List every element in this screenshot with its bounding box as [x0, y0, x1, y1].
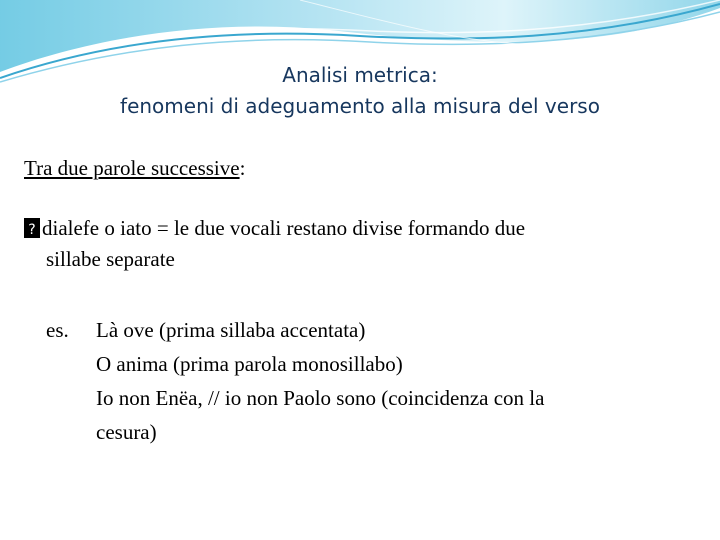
bullet-line-2: sillabe separate: [46, 247, 175, 271]
example-line: cesura): [96, 420, 157, 444]
section-heading: [24, 156, 245, 181]
section-heading-underlined: Tra due parole successive: [24, 156, 240, 180]
bullet-item: [24, 213, 704, 275]
examples-lines: [96, 313, 706, 449]
example-line: Io non Enëa, // io non Paolo sono (coincidenza con la: [96, 386, 545, 410]
missing-glyph-icon: [24, 218, 40, 238]
title-line-1: Analisi metrica:: [282, 63, 438, 87]
examples-prefix: es.: [46, 318, 69, 342]
slide-title: [0, 60, 720, 122]
title-line-2: fenomeni di adeguamento alla misura del verso: [120, 94, 600, 118]
example-line: O anima (prima parola monosillabo): [96, 352, 403, 376]
section-heading-colon: :: [239, 156, 246, 180]
bullet-line-1: dialefe o iato = le due vocali restano divise formando due: [42, 216, 526, 240]
example-line: Là ove (prima sillaba accentata): [96, 318, 366, 342]
